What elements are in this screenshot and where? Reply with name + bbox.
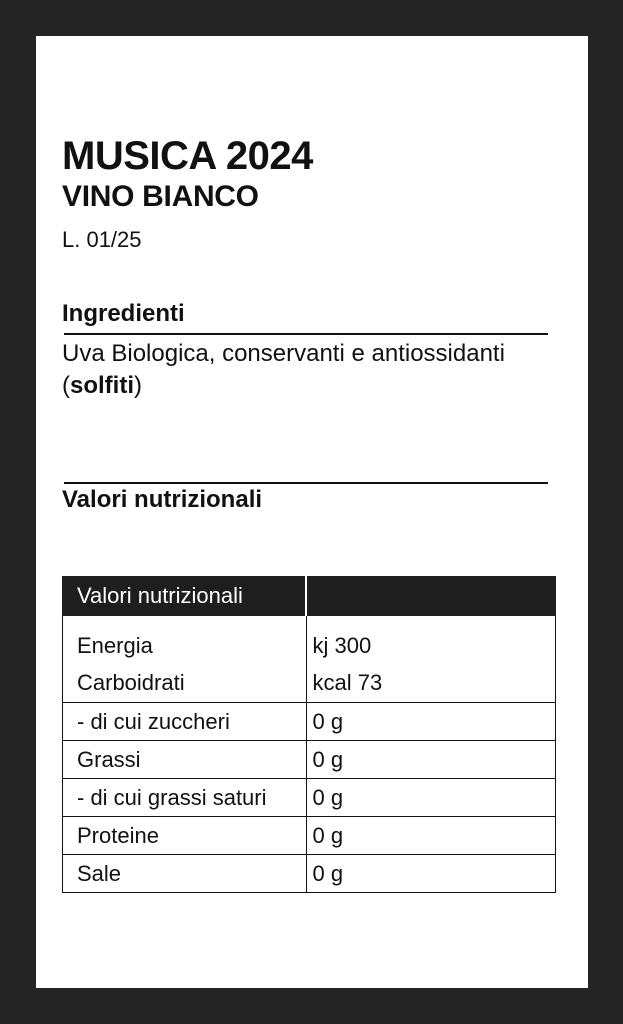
nutrient-value: 0 g: [306, 703, 556, 741]
table-spacer-cell: [63, 616, 307, 629]
nutrition-heading: Valori nutrizionali: [62, 486, 263, 513]
divider-line: [64, 333, 548, 335]
table-row: [63, 817, 556, 855]
ingredients-heading: Ingredienti: [62, 300, 185, 327]
ingredients-allergen: solfiti: [70, 372, 134, 399]
product-subtitle: VINO BIANCO: [62, 180, 259, 213]
table-spacer-row: [63, 616, 556, 629]
table-row: [63, 741, 556, 779]
nutrient-value: 0 g: [306, 779, 556, 817]
nutrient-label: Energia: [63, 628, 307, 664]
ingredients-text-end: ): [134, 372, 142, 399]
ingredients-text-main: Uva Biologica, conservanti e antiossidanti (: [62, 340, 505, 399]
ingredients-text: [62, 338, 572, 402]
nutrient-label: Grassi: [63, 741, 307, 779]
table-header-value: [306, 577, 556, 616]
nutrient-value: 0 g: [306, 855, 556, 893]
nutrition-table: [62, 576, 556, 893]
nutrient-label: Proteine: [63, 817, 307, 855]
table-spacer-cell: [306, 616, 556, 629]
nutrient-value: 0 g: [306, 817, 556, 855]
table-row: [63, 779, 556, 817]
nutrient-label: Sale: [63, 855, 307, 893]
table-header-label: Valori nutrizionali: [63, 577, 307, 616]
nutrient-label: Carboidrati: [63, 664, 307, 703]
table-header-row: [63, 577, 556, 616]
product-title: MUSICA 2024: [62, 134, 313, 178]
nutrient-value: 0 g: [306, 741, 556, 779]
wine-label-card: [36, 36, 588, 988]
table-row: [63, 664, 556, 703]
table-row: [63, 703, 556, 741]
lot-number: L. 01/25: [62, 227, 142, 252]
nutrient-value: kj 300: [306, 628, 556, 664]
table-row: [63, 628, 556, 664]
nutrient-value: kcal 73: [306, 664, 556, 703]
nutrient-label: - di cui grassi saturi: [63, 779, 307, 817]
divider-line: [64, 482, 548, 484]
table-row: [63, 855, 556, 893]
nutrient-label: - di cui zuccheri: [63, 703, 307, 741]
